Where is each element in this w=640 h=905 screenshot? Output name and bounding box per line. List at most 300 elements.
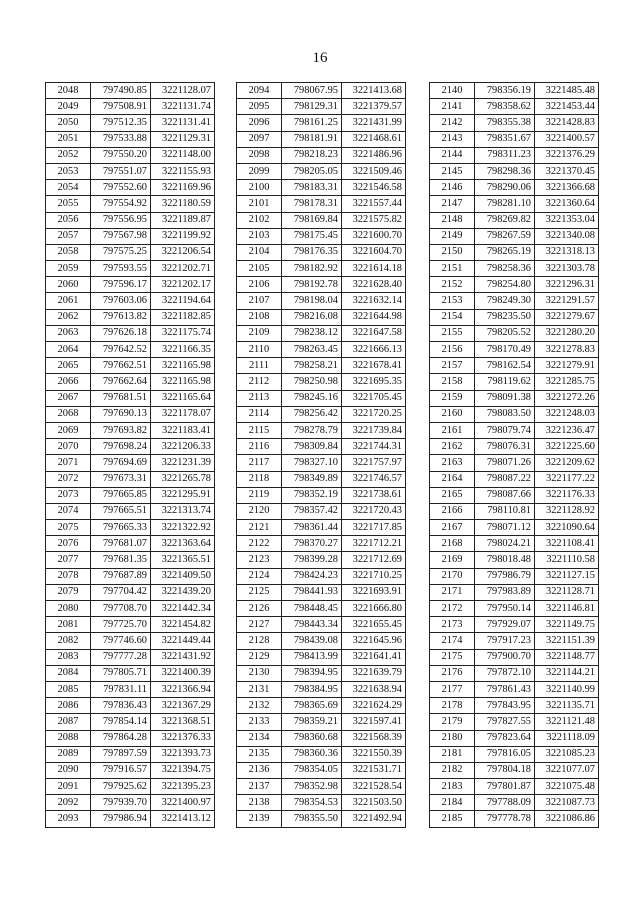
table-row xyxy=(237,131,406,147)
x-coordinate: 797556.95 xyxy=(91,212,151,228)
point-number: 2179 xyxy=(430,714,475,730)
point-number: 2182 xyxy=(430,762,475,778)
x-coordinate: 798198.04 xyxy=(282,293,342,309)
x-coordinate: 797551.07 xyxy=(91,163,151,179)
x-coordinate: 798254.80 xyxy=(475,277,535,293)
x-coordinate: 798178.31 xyxy=(282,196,342,212)
y-coordinate: 3221194.64 xyxy=(151,293,215,309)
point-number: 2142 xyxy=(430,115,475,131)
x-coordinate: 798071.26 xyxy=(475,455,535,471)
table-row xyxy=(237,714,406,730)
x-coordinate: 797593.55 xyxy=(91,261,151,277)
y-coordinate: 3221546.58 xyxy=(342,180,406,196)
point-number: 2157 xyxy=(430,358,475,374)
table-row xyxy=(237,439,406,455)
x-coordinate: 798083.50 xyxy=(475,406,535,422)
x-coordinate: 798263.45 xyxy=(282,342,342,358)
x-coordinate: 797708.70 xyxy=(91,601,151,617)
table-row xyxy=(430,439,599,455)
y-coordinate: 3221340.08 xyxy=(535,228,599,244)
point-number: 2071 xyxy=(46,455,91,471)
y-coordinate: 3221568.39 xyxy=(342,730,406,746)
y-coordinate: 3221400.39 xyxy=(151,665,215,681)
point-number: 2136 xyxy=(237,762,282,778)
x-coordinate: 798441.93 xyxy=(282,584,342,600)
point-number: 2127 xyxy=(237,617,282,633)
y-coordinate: 3221183.41 xyxy=(151,422,215,438)
table-row xyxy=(430,487,599,503)
point-number: 2120 xyxy=(237,503,282,519)
table-row xyxy=(430,568,599,584)
table-row xyxy=(46,487,215,503)
table-row xyxy=(46,228,215,244)
y-coordinate: 3221202.71 xyxy=(151,261,215,277)
table-row xyxy=(430,536,599,552)
y-coordinate: 3221431.99 xyxy=(342,115,406,131)
x-coordinate: 797512.35 xyxy=(91,115,151,131)
x-coordinate: 798352.98 xyxy=(282,779,342,795)
point-number: 2074 xyxy=(46,503,91,519)
y-coordinate: 3221366.94 xyxy=(151,681,215,697)
y-coordinate: 3221400.97 xyxy=(151,795,215,811)
table-row xyxy=(46,665,215,681)
table-row xyxy=(237,163,406,179)
table-row xyxy=(430,665,599,681)
x-coordinate: 797681.07 xyxy=(91,536,151,552)
y-coordinate: 3221666.80 xyxy=(342,601,406,617)
table-row xyxy=(430,681,599,697)
y-coordinate: 3221757.97 xyxy=(342,455,406,471)
point-number: 2101 xyxy=(237,196,282,212)
point-number: 2048 xyxy=(46,83,91,99)
y-coordinate: 3221376.29 xyxy=(535,147,599,163)
y-coordinate: 3221086.86 xyxy=(535,811,599,827)
y-coordinate: 3221710.25 xyxy=(342,568,406,584)
y-coordinate: 3221131.41 xyxy=(151,115,215,131)
table-row xyxy=(237,390,406,406)
x-coordinate: 797662.64 xyxy=(91,374,151,390)
x-coordinate: 797900.70 xyxy=(475,649,535,665)
point-number: 2103 xyxy=(237,228,282,244)
y-coordinate: 3221176.33 xyxy=(535,487,599,503)
x-coordinate: 798087.22 xyxy=(475,471,535,487)
x-coordinate: 797725.70 xyxy=(91,617,151,633)
x-coordinate: 797827.55 xyxy=(475,714,535,730)
table-row xyxy=(46,698,215,714)
table-row xyxy=(237,681,406,697)
point-number: 2159 xyxy=(430,390,475,406)
point-number: 2170 xyxy=(430,568,475,584)
x-coordinate: 798238.12 xyxy=(282,325,342,341)
y-coordinate: 3221209.62 xyxy=(535,455,599,471)
y-coordinate: 3221720.25 xyxy=(342,406,406,422)
point-number: 2117 xyxy=(237,455,282,471)
x-coordinate: 798354.53 xyxy=(282,795,342,811)
table-row xyxy=(237,147,406,163)
point-number: 2110 xyxy=(237,342,282,358)
x-coordinate: 797687.89 xyxy=(91,568,151,584)
x-coordinate: 798176.35 xyxy=(282,244,342,260)
coordinate-table-middle xyxy=(236,82,406,828)
y-coordinate: 3221131.74 xyxy=(151,99,215,115)
y-coordinate: 3221413.12 xyxy=(151,811,215,827)
table-row xyxy=(46,325,215,341)
table-row xyxy=(46,762,215,778)
y-coordinate: 3221149.75 xyxy=(535,617,599,633)
table-row xyxy=(46,180,215,196)
point-number: 2096 xyxy=(237,115,282,131)
x-coordinate: 797746.60 xyxy=(91,633,151,649)
y-coordinate: 3221155.93 xyxy=(151,163,215,179)
x-coordinate: 797843.95 xyxy=(475,698,535,714)
y-coordinate: 3221439.20 xyxy=(151,584,215,600)
point-number: 2051 xyxy=(46,131,91,147)
x-coordinate: 797925.62 xyxy=(91,779,151,795)
x-coordinate: 798087.66 xyxy=(475,487,535,503)
y-coordinate: 3221454.82 xyxy=(151,617,215,633)
x-coordinate: 798110.81 xyxy=(475,503,535,519)
table-row xyxy=(430,99,599,115)
y-coordinate: 3221365.51 xyxy=(151,552,215,568)
table-row xyxy=(430,552,599,568)
x-coordinate: 797986.94 xyxy=(91,811,151,827)
y-coordinate: 3221189.87 xyxy=(151,212,215,228)
x-coordinate: 798351.67 xyxy=(475,131,535,147)
point-number: 2121 xyxy=(237,520,282,536)
table-row xyxy=(237,406,406,422)
y-coordinate: 3221531.71 xyxy=(342,762,406,778)
table-row xyxy=(237,584,406,600)
point-number: 2106 xyxy=(237,277,282,293)
y-coordinate: 3221085.23 xyxy=(535,746,599,762)
point-number: 2155 xyxy=(430,325,475,341)
y-coordinate: 3221557.44 xyxy=(342,196,406,212)
point-number: 2078 xyxy=(46,568,91,584)
point-number: 2131 xyxy=(237,681,282,697)
y-coordinate: 3221090.64 xyxy=(535,520,599,536)
table-row xyxy=(430,358,599,374)
point-number: 2169 xyxy=(430,552,475,568)
table-row xyxy=(237,503,406,519)
point-number: 2087 xyxy=(46,714,91,730)
table-row xyxy=(430,261,599,277)
y-coordinate: 3221738.61 xyxy=(342,487,406,503)
table-row xyxy=(46,811,215,827)
point-number: 2185 xyxy=(430,811,475,827)
table-row xyxy=(46,536,215,552)
point-number: 2080 xyxy=(46,601,91,617)
y-coordinate: 3221395.23 xyxy=(151,779,215,795)
y-coordinate: 3221720.43 xyxy=(342,503,406,519)
point-number: 2112 xyxy=(237,374,282,390)
point-number: 2088 xyxy=(46,730,91,746)
x-coordinate: 798170.49 xyxy=(475,342,535,358)
table-row xyxy=(430,196,599,212)
x-coordinate: 798413.99 xyxy=(282,649,342,665)
x-coordinate: 798192.78 xyxy=(282,277,342,293)
y-coordinate: 3221140.99 xyxy=(535,681,599,697)
y-coordinate: 3221128.92 xyxy=(535,503,599,519)
x-coordinate: 798183.31 xyxy=(282,180,342,196)
y-coordinate: 3221550.39 xyxy=(342,746,406,762)
y-coordinate: 3221279.91 xyxy=(535,358,599,374)
point-number: 2081 xyxy=(46,617,91,633)
table-row xyxy=(430,406,599,422)
x-coordinate: 797872.10 xyxy=(475,665,535,681)
table-row xyxy=(237,212,406,228)
table-row xyxy=(237,568,406,584)
point-number: 2173 xyxy=(430,617,475,633)
table-row xyxy=(237,649,406,665)
table-row xyxy=(430,520,599,536)
x-coordinate: 798175.45 xyxy=(282,228,342,244)
point-number: 2139 xyxy=(237,811,282,827)
table-row xyxy=(46,681,215,697)
y-coordinate: 3221206.33 xyxy=(151,439,215,455)
y-coordinate: 3221231.39 xyxy=(151,455,215,471)
point-number: 2093 xyxy=(46,811,91,827)
point-number: 2064 xyxy=(46,342,91,358)
point-number: 2144 xyxy=(430,147,475,163)
table-row xyxy=(46,520,215,536)
x-coordinate: 797552.60 xyxy=(91,180,151,196)
x-coordinate: 798119.62 xyxy=(475,374,535,390)
table-row xyxy=(46,422,215,438)
x-coordinate: 798161.25 xyxy=(282,115,342,131)
y-coordinate: 3221739.84 xyxy=(342,422,406,438)
x-coordinate: 797778.78 xyxy=(475,811,535,827)
y-coordinate: 3221318.13 xyxy=(535,244,599,260)
y-coordinate: 3221486.96 xyxy=(342,147,406,163)
point-number: 2134 xyxy=(237,730,282,746)
table-row xyxy=(46,568,215,584)
table-row xyxy=(46,503,215,519)
x-coordinate: 798249.30 xyxy=(475,293,535,309)
table-row xyxy=(430,779,599,795)
point-number: 2091 xyxy=(46,779,91,795)
y-coordinate: 3221614.18 xyxy=(342,261,406,277)
point-number: 2124 xyxy=(237,568,282,584)
table-row xyxy=(46,115,215,131)
table-row xyxy=(237,83,406,99)
table-row xyxy=(430,730,599,746)
x-coordinate: 797508.91 xyxy=(91,99,151,115)
x-coordinate: 798256.42 xyxy=(282,406,342,422)
point-number: 2181 xyxy=(430,746,475,762)
table-row xyxy=(430,131,599,147)
x-coordinate: 797804.18 xyxy=(475,762,535,778)
point-number: 2140 xyxy=(430,83,475,99)
y-coordinate: 3221492.94 xyxy=(342,811,406,827)
x-coordinate: 798218.23 xyxy=(282,147,342,163)
table-row xyxy=(46,374,215,390)
table-row xyxy=(46,584,215,600)
point-number: 2152 xyxy=(430,277,475,293)
coordinate-tables xyxy=(0,82,640,852)
table-row xyxy=(430,455,599,471)
table-row xyxy=(430,115,599,131)
table-row xyxy=(430,342,599,358)
point-number: 2171 xyxy=(430,584,475,600)
table-row xyxy=(237,795,406,811)
y-coordinate: 3221177.22 xyxy=(535,471,599,487)
y-coordinate: 3221313.74 xyxy=(151,503,215,519)
point-number: 2052 xyxy=(46,147,91,163)
table-row xyxy=(46,633,215,649)
table-row xyxy=(237,601,406,617)
point-number: 2126 xyxy=(237,601,282,617)
point-number: 2065 xyxy=(46,358,91,374)
x-coordinate: 797698.24 xyxy=(91,439,151,455)
point-number: 2165 xyxy=(430,487,475,503)
point-number: 2183 xyxy=(430,779,475,795)
table-row xyxy=(430,325,599,341)
x-coordinate: 798354.05 xyxy=(282,762,342,778)
y-coordinate: 3221746.57 xyxy=(342,471,406,487)
x-coordinate: 798290.06 xyxy=(475,180,535,196)
point-number: 2116 xyxy=(237,439,282,455)
table-row xyxy=(237,762,406,778)
point-number: 2070 xyxy=(46,439,91,455)
point-number: 2095 xyxy=(237,99,282,115)
table-row xyxy=(237,665,406,681)
y-coordinate: 3221368.51 xyxy=(151,714,215,730)
y-coordinate: 3221632.14 xyxy=(342,293,406,309)
table-row xyxy=(237,196,406,212)
y-coordinate: 3221202.17 xyxy=(151,277,215,293)
y-coordinate: 3221693.91 xyxy=(342,584,406,600)
y-coordinate: 3221655.45 xyxy=(342,617,406,633)
x-coordinate: 798361.44 xyxy=(282,520,342,536)
point-number: 2105 xyxy=(237,261,282,277)
table-row xyxy=(237,293,406,309)
point-number: 2079 xyxy=(46,584,91,600)
x-coordinate: 797533.88 xyxy=(91,131,151,147)
point-number: 2122 xyxy=(237,536,282,552)
y-coordinate: 3221087.73 xyxy=(535,795,599,811)
x-coordinate: 798360.68 xyxy=(282,730,342,746)
x-coordinate: 798370.27 xyxy=(282,536,342,552)
y-coordinate: 3221597.41 xyxy=(342,714,406,730)
table-row xyxy=(237,552,406,568)
table-row xyxy=(237,244,406,260)
y-coordinate: 3221717.85 xyxy=(342,520,406,536)
x-coordinate: 798076.31 xyxy=(475,439,535,455)
table-row xyxy=(430,811,599,827)
table-row xyxy=(237,277,406,293)
x-coordinate: 797554.92 xyxy=(91,196,151,212)
point-number: 2100 xyxy=(237,180,282,196)
x-coordinate: 798309.84 xyxy=(282,439,342,455)
table-row xyxy=(46,277,215,293)
table-row xyxy=(46,309,215,325)
table-row xyxy=(430,503,599,519)
y-coordinate: 3221118.09 xyxy=(535,730,599,746)
point-number: 2084 xyxy=(46,665,91,681)
point-number: 2123 xyxy=(237,552,282,568)
x-coordinate: 797665.85 xyxy=(91,487,151,503)
point-number: 2115 xyxy=(237,422,282,438)
x-coordinate: 798250.98 xyxy=(282,374,342,390)
table-row xyxy=(237,746,406,762)
x-coordinate: 798169.84 xyxy=(282,212,342,228)
x-coordinate: 798355.38 xyxy=(475,115,535,131)
table-row xyxy=(237,487,406,503)
y-coordinate: 3221409.50 xyxy=(151,568,215,584)
x-coordinate: 797642.52 xyxy=(91,342,151,358)
point-number: 2114 xyxy=(237,406,282,422)
x-coordinate: 797816.05 xyxy=(475,746,535,762)
point-number: 2145 xyxy=(430,163,475,179)
table-row xyxy=(430,277,599,293)
x-coordinate: 797694.69 xyxy=(91,455,151,471)
point-number: 2082 xyxy=(46,633,91,649)
point-number: 2069 xyxy=(46,422,91,438)
table-row xyxy=(430,795,599,811)
x-coordinate: 798205.52 xyxy=(475,325,535,341)
table-row xyxy=(46,406,215,422)
point-number: 2077 xyxy=(46,552,91,568)
point-number: 2107 xyxy=(237,293,282,309)
coordinate-table-right xyxy=(429,82,599,828)
table-row xyxy=(46,163,215,179)
y-coordinate: 3221678.41 xyxy=(342,358,406,374)
table-row xyxy=(46,342,215,358)
point-number: 2097 xyxy=(237,131,282,147)
y-coordinate: 3221628.40 xyxy=(342,277,406,293)
y-coordinate: 3221645.96 xyxy=(342,633,406,649)
table-row xyxy=(46,131,215,147)
point-number: 2063 xyxy=(46,325,91,341)
table-row xyxy=(430,374,599,390)
x-coordinate: 797596.17 xyxy=(91,277,151,293)
x-coordinate: 798182.92 xyxy=(282,261,342,277)
x-coordinate: 797704.42 xyxy=(91,584,151,600)
y-coordinate: 3221144.21 xyxy=(535,665,599,681)
table-row xyxy=(46,617,215,633)
table-row xyxy=(430,471,599,487)
table-row xyxy=(430,212,599,228)
y-coordinate: 3221453.44 xyxy=(535,99,599,115)
y-coordinate: 3221442.34 xyxy=(151,601,215,617)
y-coordinate: 3221165.98 xyxy=(151,374,215,390)
table-row xyxy=(430,390,599,406)
point-number: 2175 xyxy=(430,649,475,665)
y-coordinate: 3221604.70 xyxy=(342,244,406,260)
y-coordinate: 3221322.92 xyxy=(151,520,215,536)
x-coordinate: 797681.51 xyxy=(91,390,151,406)
y-coordinate: 3221379.57 xyxy=(342,99,406,115)
x-coordinate: 797567.98 xyxy=(91,228,151,244)
x-coordinate: 798443.34 xyxy=(282,617,342,633)
y-coordinate: 3221394.75 xyxy=(151,762,215,778)
point-number: 2059 xyxy=(46,261,91,277)
x-coordinate: 798424.23 xyxy=(282,568,342,584)
y-coordinate: 3221695.35 xyxy=(342,374,406,390)
table-row xyxy=(237,455,406,471)
point-number: 2118 xyxy=(237,471,282,487)
point-number: 2057 xyxy=(46,228,91,244)
x-coordinate: 797917.23 xyxy=(475,633,535,649)
y-coordinate: 3221367.29 xyxy=(151,698,215,714)
y-coordinate: 3221639.79 xyxy=(342,665,406,681)
y-coordinate: 3221129.31 xyxy=(151,131,215,147)
y-coordinate: 3221272.26 xyxy=(535,390,599,406)
x-coordinate: 797916.57 xyxy=(91,762,151,778)
table-row xyxy=(237,730,406,746)
point-number: 2166 xyxy=(430,503,475,519)
point-number: 2060 xyxy=(46,277,91,293)
